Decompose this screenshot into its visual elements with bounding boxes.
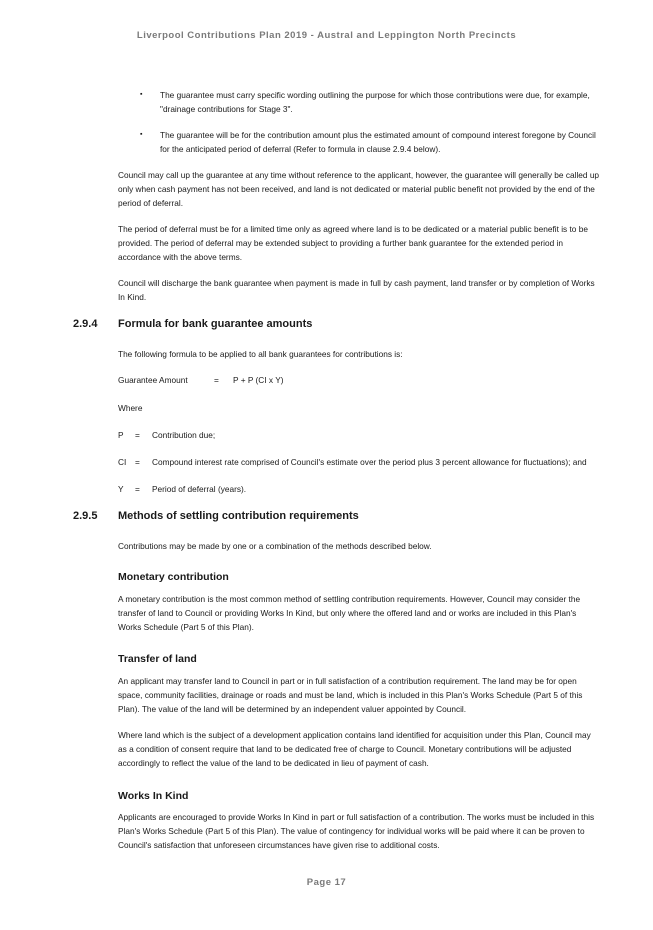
section-title: Formula for bank guarantee amounts <box>118 318 313 330</box>
variable-symbol: P <box>118 430 124 440</box>
bullet-marker: ▪ <box>140 131 143 138</box>
section-intro: Contributions may be made by one or a combination of the methods described below. <box>118 541 432 551</box>
bullet-item: The guarantee will be for the contribution amount plus the estimated amount of compound interest foregone by Council for the anticipated period of deferral (Refer to formula in clause 2.9.4 below). <box>160 130 596 154</box>
variable-description: Period of deferral (years). <box>152 484 247 494</box>
paragraph: Applicants are encouraged to provide Works In Kind in part or full satisfaction of a contribution. The works must be included in this Plan's Works Schedule (Part 5 of this Plan). The value of contingency for individual works will be paid where it can be proven to Council's satisfaction that unforeseen circumstances have given rise to additional costs. <box>118 812 595 850</box>
variable-description: Compound interest rate comprised of Council's estimate over the period plus 3 percent allowance for fluctuations); and <box>152 457 587 467</box>
formula-equals: = <box>214 375 219 385</box>
formula-label: Guarantee Amount <box>118 375 188 385</box>
subsection-title: Transfer of land <box>118 653 197 665</box>
variable-equals: = <box>135 484 140 494</box>
formula-expression: P + P (CI x Y) <box>233 375 284 385</box>
paragraph: Council may call up the guarantee at any time without reference to the applicant, however, the guarantee will generally be called up only when cash payment has not been received, and land is not dedicated or material public benefit not provided by the end of the period of deferral. <box>118 170 600 208</box>
section-number: 2.9.5 <box>73 510 98 522</box>
bullet-item: The guarantee must carry specific wording outlining the purpose for which those contributions were due, for example, "drainage contributions for Stage 3". <box>160 90 590 114</box>
variable-symbol: CI <box>118 457 127 467</box>
section-title: Methods of settling contribution requirements <box>118 510 359 522</box>
paragraph: Where land which is the subject of a development application contains land identified for acquisition under this Plan, Council may as a condition of consent require that land to be dedicated free of charge to Council. Monetary contributions will be adjusted accordingly to reflect the value of the land to be dedicated in lieu of payment of cash. <box>118 730 591 768</box>
section-number: 2.9.4 <box>73 318 98 330</box>
page-header: Liverpool Contributions Plan 2019 - Austral and Leppington North Precincts <box>136 30 517 41</box>
paragraph: A monetary contribution is the most common method of settling contribution requirements. However, Council may consider the transfer of land to Council or providing Works In Kind, but only where the offered land and or works are included in this Plan's Works Schedule (Part 5 of this Plan). <box>118 594 581 632</box>
subsection-title: Works In Kind <box>118 790 189 802</box>
bullet-marker: ▪ <box>140 91 143 98</box>
page-number: Page 17 <box>306 877 347 888</box>
variable-description: Contribution due; <box>152 430 216 440</box>
where-label: Where <box>118 403 143 413</box>
variable-symbol: Y <box>118 484 124 494</box>
paragraph: An applicant may transfer land to Council in part or in full satisfaction of a contribution requirement. The land may be for open space, community facilities, drainage or roads and must be land, which is included in this Plan's Works Schedule (Part 5 of this Plan). The value of the land will be determined by an independent valuer appointed by Council. <box>118 676 583 714</box>
subsection-title: Monetary contribution <box>118 571 229 583</box>
paragraph: Council will discharge the bank guarantee when payment is made in full by cash payment, land transfer or by completion of Works In Kind. <box>118 278 595 302</box>
paragraph: The period of deferral must be for a limited time only as agreed where land is to be dedicated or a material public benefit is to be provided. The period of deferral may be extended subject to providing a further bank guarantee for the extended period in accordance with the above terms. <box>118 224 588 262</box>
variable-equals: = <box>135 430 140 440</box>
section-intro: The following formula to be applied to all bank guarantees for contributions is: <box>118 349 403 359</box>
variable-equals: = <box>135 457 140 467</box>
